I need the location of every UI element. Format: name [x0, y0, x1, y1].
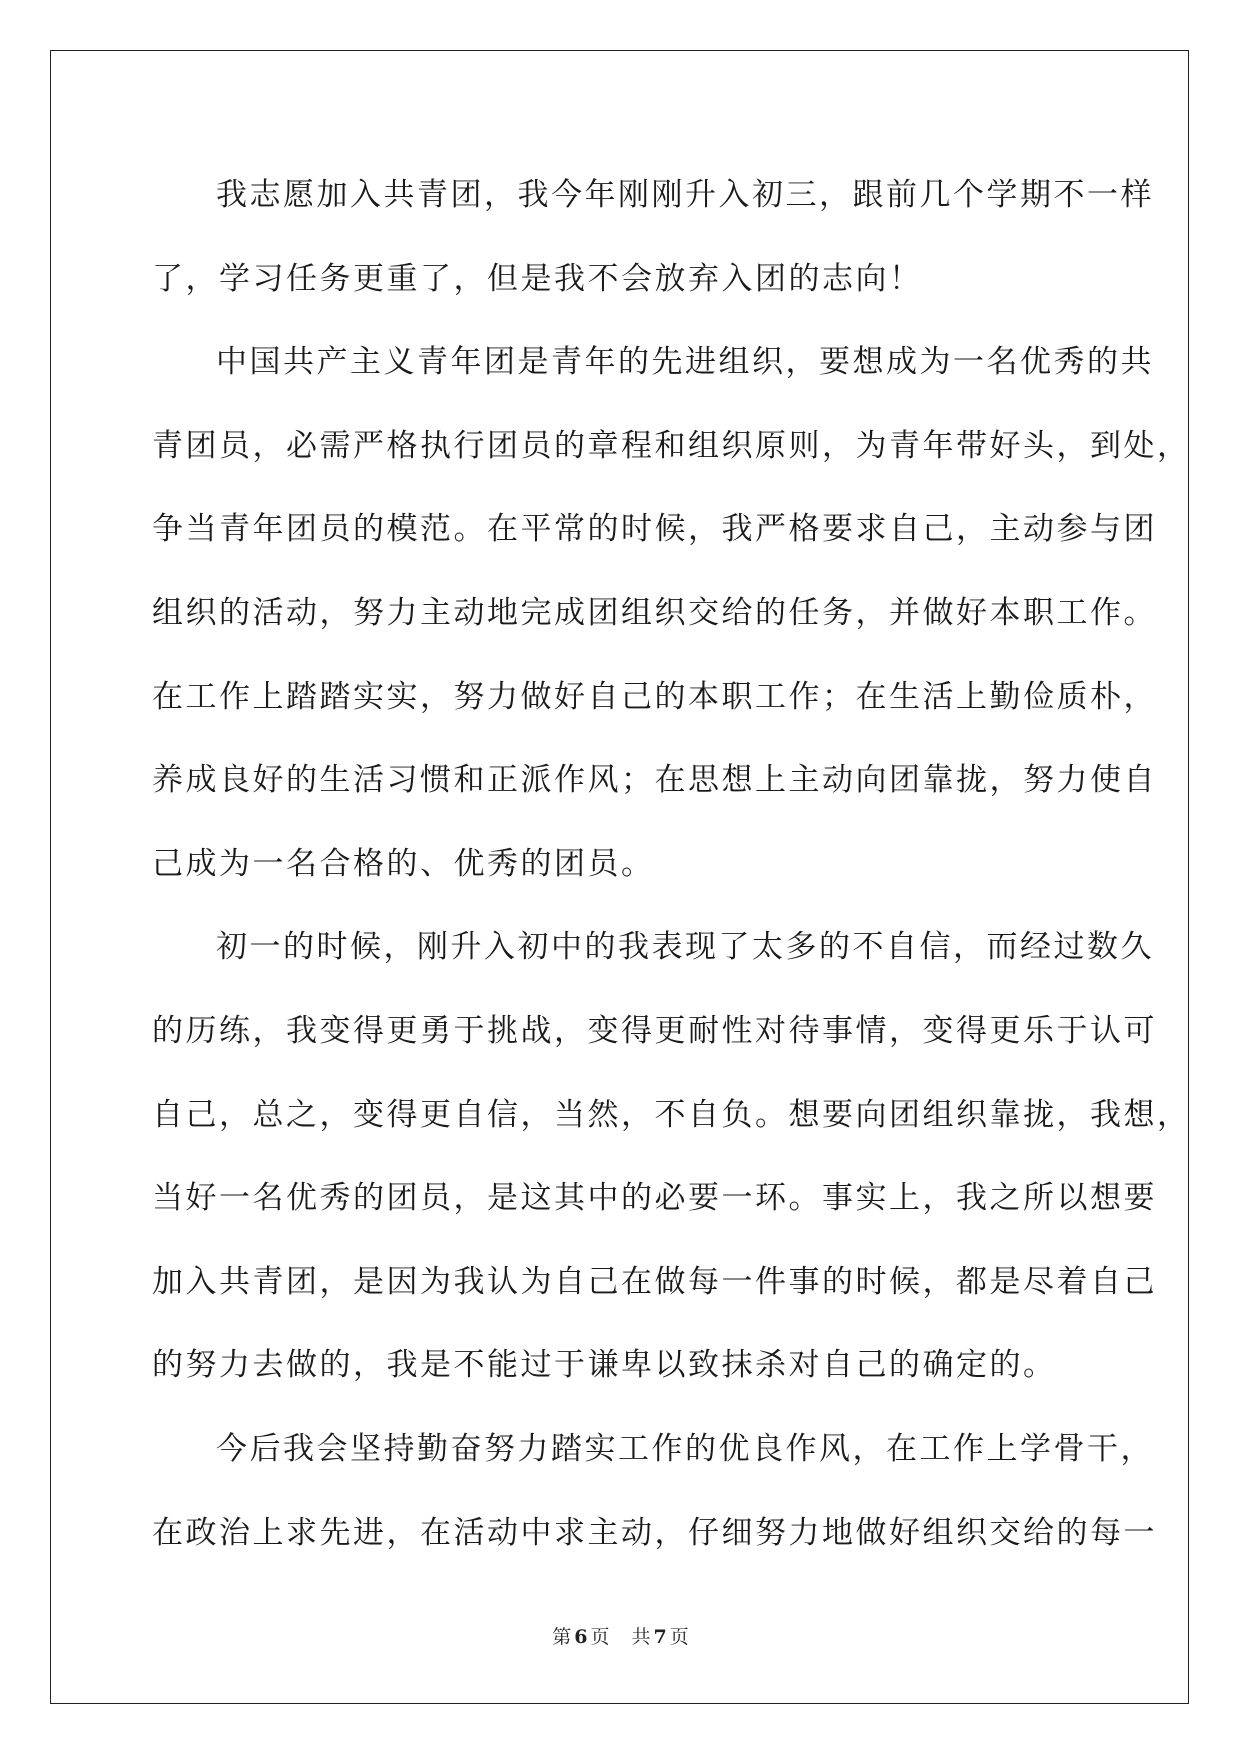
total-suffix: 页	[669, 1626, 689, 1648]
paragraph-2-line-2: 青团员，必需严格执行团员的章程和组织原则，为青年带好头，到处，	[152, 427, 1191, 464]
paragraph-4-line-1: 今后我会坚持勤奋努力踏实工作的优良作风，在工作上学骨干，	[216, 1430, 1154, 1467]
paragraph-3-line-1: 初一的时候，刚升入初中的我表现了太多的不自信，而经过数久	[216, 929, 1154, 966]
paragraph-1-line-1: 我志愿加入共青团，我今年刚刚升入初三，跟前几个学期不一样	[216, 177, 1154, 213]
paragraph-4-line-2: 在政治上求先进，在活动中求主动，仔细努力地做好组织交给的每一	[152, 1514, 1157, 1551]
paragraph-3-line-2: 的历练，我变得更勇于挑战，变得更耐性对待事情，变得更乐于认可	[152, 1012, 1157, 1049]
paragraph-3-line-3: 自己，总之，变得更自信，当然，不自负。想要向团组织靠拢，我想，	[152, 1096, 1191, 1133]
paragraph-2-line-6: 养成良好的生活习惯和正派作风；在思想上主动向团靠拢，努力使自	[152, 762, 1157, 799]
page-suffix: 页	[590, 1626, 610, 1648]
paragraph-2-line-7: 己成为一名合格的、优秀的团员。	[152, 845, 655, 882]
page-number: 6	[574, 1626, 588, 1648]
paragraph-2-line-4: 组织的活动，努力主动地完成团组织交给的任务，并做好本职工作。	[152, 594, 1157, 631]
document-body	[152, 170, 1191, 1591]
paragraph-2-line-5: 在工作上踏踏实实，努力做好自己的本职工作；在生活上勤俭质朴，	[152, 678, 1157, 715]
total-prefix: 共	[631, 1626, 651, 1648]
paragraph-2-line-3: 争当青年团员的模范。在平常的时候，我严格要求自己，主动参与团	[152, 511, 1157, 548]
page-footer	[0, 1622, 1241, 1649]
total-pages: 7	[653, 1626, 667, 1648]
paragraph-1-line-2: 了，学习任务更重了，但是我不会放弃入团的志向！	[152, 260, 923, 297]
paragraph-3-line-4: 当好一名优秀的团员，是这其中的必要一环。事实上，我之所以想要	[152, 1180, 1157, 1217]
paragraph-3-line-5: 加入共青团，是因为我认为自己在做每一件事的时候，都是尽着自己	[152, 1263, 1157, 1300]
page-prefix: 第	[552, 1626, 572, 1648]
paragraph-3-line-6: 的努力去做的，我是不能过于谦卑以致抹杀对自己的确定的。	[152, 1347, 1057, 1384]
paragraph-2-line-1: 中国共产主义青年团是青年的先进组织，要想成为一名优秀的共	[216, 344, 1154, 381]
